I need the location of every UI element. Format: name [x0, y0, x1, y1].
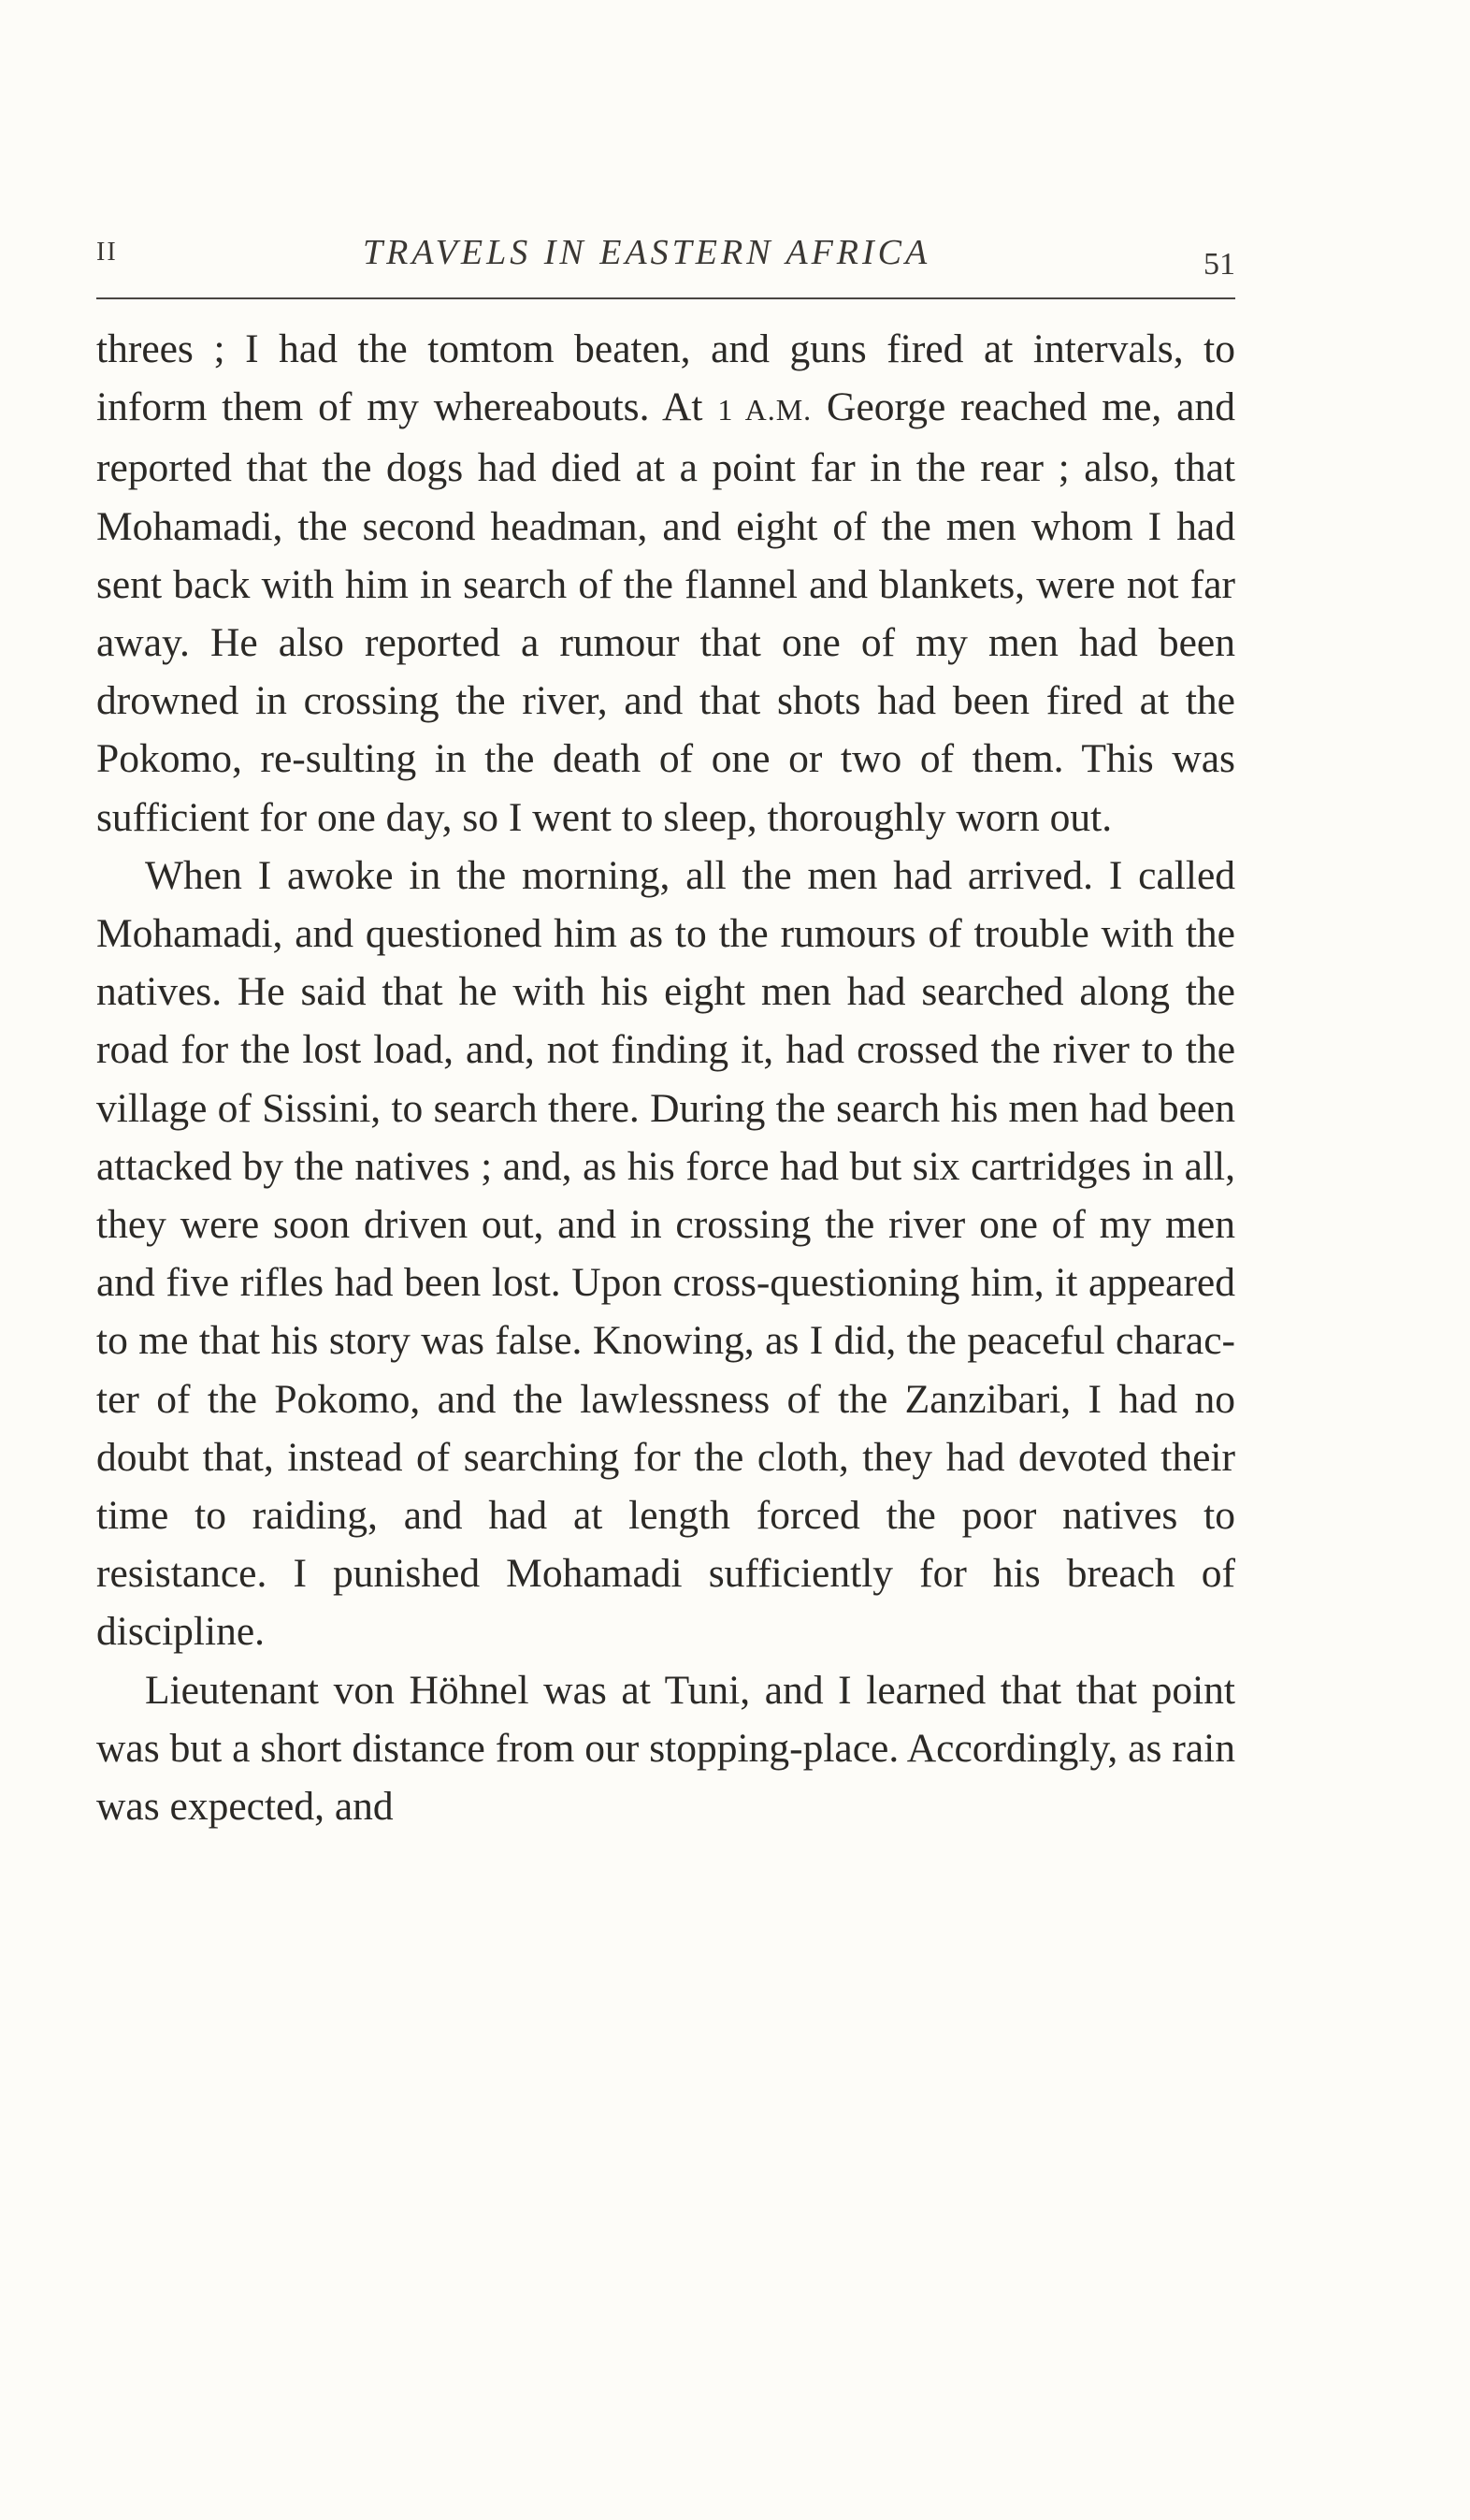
body-text [96, 320, 1235, 1835]
book-title: TRAVELS IN EASTERN AFRICA [363, 233, 931, 272]
paragraph-1-text-b: George reached me, and reported that the dogs had died at a point far in the rear ; also, that Mohamadi, the second headman, and eight of the men whom I had sent back with him in search of the flannel and blankets, were not far away. He also reported a rumour that one of my men had been drowned in crossing the river, and that shots had been fired at the Pokomo, re-sulting in the death of one or two of them. This was sufficient for one day, so I went to sleep, thoroughly worn out. [96, 384, 1235, 840]
running-head [96, 232, 1235, 282]
time-reference: 1 A.M. [717, 393, 813, 427]
paragraph-1-text-a: threes ; I had the tomtom beaten, and guns fired at intervals, to inform them of my whereabouts. At [96, 326, 1235, 430]
header-rule [96, 297, 1235, 299]
paragraph-1 [96, 320, 1235, 847]
paragraph-3: Lieutenant von Höhnel was at Tuni, and I learned that that point was but a short distance from our stopping-place. Accordingly, as rain was expected, and [96, 1667, 1235, 1830]
paragraph-2: When I awoke in the morning, all the men had arrived. I called Mohamadi, and questioned him as to the rumours of trouble with the natives. He said that he with his eight men had searched along the road for the lost load, and, not finding it, had crossed the river to the village of Sissini, to search there. During the search his men had been attacked by the natives ; and, as his force had but six cartridges in all, they were soon driven out, and in crossing the river one of my men and five rifles had been lost. Upon cross-questioning him, it appeared to me that his story was false. Knowing, as I did, the peaceful charac-ter of the Pokomo, and the lawlessness of the Zanzibari, I had no doubt that, instead of searching for the cloth, they had devoted their time to raiding, and had at length forced the poor natives to resistance. I punished Mohamadi sufficiently for his breach of discipline. [96, 852, 1235, 1655]
chapter-number: II [96, 238, 118, 267]
page-number: 51 [1203, 247, 1235, 282]
